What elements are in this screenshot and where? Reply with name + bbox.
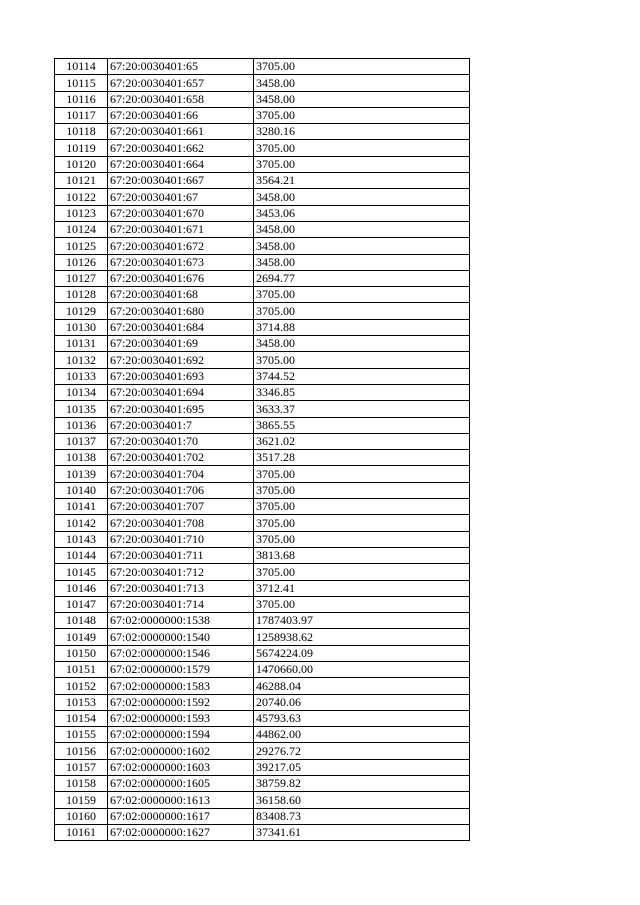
cadastral-number-cell: 67:02:0000000:1579 (108, 661, 254, 677)
value-cell: 1470660.00 (254, 661, 470, 677)
cadastral-number-cell: 67:20:0030401:670 (108, 205, 254, 221)
cadastral-number-cell: 67:20:0030401:693 (108, 368, 254, 384)
table-row (55, 173, 470, 189)
row-number-cell: 10138 (55, 450, 108, 466)
value-cell: 37341.61 (254, 824, 470, 840)
row-number-cell: 10126 (55, 254, 108, 270)
row-number-cell: 10152 (55, 678, 108, 694)
cadastral-number-cell: 67:02:0000000:1594 (108, 727, 254, 743)
cadastral-number-cell: 67:20:0030401:713 (108, 580, 254, 596)
table-row (55, 270, 470, 286)
table-row (55, 759, 470, 775)
cadastral-number-cell: 67:20:0030401:712 (108, 564, 254, 580)
table-row (55, 743, 470, 759)
cadastral-number-cell: 67:02:0000000:1613 (108, 792, 254, 808)
table-row (55, 824, 470, 840)
value-cell: 44862.00 (254, 727, 470, 743)
table-row (55, 450, 470, 466)
document-page (54, 58, 470, 841)
table-row (55, 645, 470, 661)
row-number-cell: 10148 (55, 613, 108, 629)
table-row (55, 352, 470, 368)
value-cell: 3705.00 (254, 352, 470, 368)
value-cell: 1258938.62 (254, 629, 470, 645)
row-number-cell: 10136 (55, 417, 108, 433)
cadastral-number-cell: 67:20:0030401:68 (108, 287, 254, 303)
value-cell: 83408.73 (254, 808, 470, 824)
value-cell: 46288.04 (254, 678, 470, 694)
value-cell: 3705.00 (254, 287, 470, 303)
row-number-cell: 10115 (55, 75, 108, 91)
table-row (55, 107, 470, 123)
row-number-cell: 10140 (55, 482, 108, 498)
table-row (55, 466, 470, 482)
row-number-cell: 10132 (55, 352, 108, 368)
cadastral-number-cell: 67:20:0030401:667 (108, 173, 254, 189)
cadastral-number-cell: 67:20:0030401:680 (108, 303, 254, 319)
cadastral-number-cell: 67:20:0030401:672 (108, 238, 254, 254)
cadastral-number-cell: 67:20:0030401:706 (108, 482, 254, 498)
value-cell: 3458.00 (254, 189, 470, 205)
value-cell: 3705.00 (254, 596, 470, 612)
table-row (55, 287, 470, 303)
row-number-cell: 10147 (55, 596, 108, 612)
table-row (55, 368, 470, 384)
value-cell: 3705.00 (254, 564, 470, 580)
row-number-cell: 10130 (55, 319, 108, 335)
row-number-cell: 10141 (55, 499, 108, 515)
table-row (55, 336, 470, 352)
cadastral-number-cell: 67:20:0030401:673 (108, 254, 254, 270)
cadastral-number-cell: 67:20:0030401:658 (108, 91, 254, 107)
table-row (55, 482, 470, 498)
table-row (55, 189, 470, 205)
value-cell: 3705.00 (254, 140, 470, 156)
table-row (55, 205, 470, 221)
table-row (55, 254, 470, 270)
row-number-cell: 10160 (55, 808, 108, 824)
value-cell: 1787403.97 (254, 613, 470, 629)
value-cell: 29276.72 (254, 743, 470, 759)
table-row (55, 417, 470, 433)
table-row (55, 515, 470, 531)
value-cell: 3813.68 (254, 547, 470, 563)
cadastral-number-cell: 67:02:0000000:1592 (108, 694, 254, 710)
cadastral-number-cell: 67:20:0030401:676 (108, 270, 254, 286)
cadastral-number-cell: 67:20:0030401:657 (108, 75, 254, 91)
table-row (55, 808, 470, 824)
value-cell: 3458.00 (254, 336, 470, 352)
value-cell: 3346.85 (254, 384, 470, 400)
cadastral-number-cell: 67:20:0030401:67 (108, 189, 254, 205)
row-number-cell: 10161 (55, 824, 108, 840)
table-row (55, 124, 470, 140)
row-number-cell: 10124 (55, 221, 108, 237)
cadastral-number-cell: 67:20:0030401:708 (108, 515, 254, 531)
value-cell: 3705.00 (254, 107, 470, 123)
table-row (55, 694, 470, 710)
table-row (55, 401, 470, 417)
cadastral-number-cell: 67:02:0000000:1593 (108, 710, 254, 726)
table-row (55, 629, 470, 645)
table-row (55, 303, 470, 319)
row-number-cell: 10120 (55, 156, 108, 172)
value-cell: 3705.00 (254, 156, 470, 172)
row-number-cell: 10131 (55, 336, 108, 352)
value-cell: 20740.06 (254, 694, 470, 710)
row-number-cell: 10139 (55, 466, 108, 482)
cadastral-number-cell: 67:20:0030401:671 (108, 221, 254, 237)
table-body (55, 59, 470, 841)
row-number-cell: 10146 (55, 580, 108, 596)
table-row (55, 580, 470, 596)
table-row (55, 238, 470, 254)
row-number-cell: 10154 (55, 710, 108, 726)
row-number-cell: 10150 (55, 645, 108, 661)
row-number-cell: 10151 (55, 661, 108, 677)
value-cell: 39217.05 (254, 759, 470, 775)
row-number-cell: 10149 (55, 629, 108, 645)
table-row (55, 596, 470, 612)
table-row (55, 75, 470, 91)
row-number-cell: 10156 (55, 743, 108, 759)
data-table (54, 58, 470, 841)
cadastral-number-cell: 67:20:0030401:69 (108, 336, 254, 352)
table-row (55, 678, 470, 694)
value-cell: 3865.55 (254, 417, 470, 433)
value-cell: 3453.06 (254, 205, 470, 221)
cadastral-number-cell: 67:20:0030401:694 (108, 384, 254, 400)
row-number-cell: 10159 (55, 792, 108, 808)
table-row (55, 221, 470, 237)
table-row (55, 59, 470, 75)
cadastral-number-cell: 67:02:0000000:1540 (108, 629, 254, 645)
table-row (55, 710, 470, 726)
value-cell: 3633.37 (254, 401, 470, 417)
cadastral-number-cell: 67:20:0030401:714 (108, 596, 254, 612)
table-row (55, 792, 470, 808)
value-cell: 3458.00 (254, 75, 470, 91)
cadastral-number-cell: 67:02:0000000:1605 (108, 776, 254, 792)
value-cell: 3458.00 (254, 238, 470, 254)
row-number-cell: 10119 (55, 140, 108, 156)
row-number-cell: 10134 (55, 384, 108, 400)
value-cell: 3280.16 (254, 124, 470, 140)
value-cell: 2694.77 (254, 270, 470, 286)
row-number-cell: 10118 (55, 124, 108, 140)
cadastral-number-cell: 67:20:0030401:70 (108, 433, 254, 449)
value-cell: 38759.82 (254, 776, 470, 792)
value-cell: 3705.00 (254, 59, 470, 75)
value-cell: 3564.21 (254, 173, 470, 189)
cadastral-number-cell: 67:20:0030401:695 (108, 401, 254, 417)
cadastral-number-cell: 67:20:0030401:66 (108, 107, 254, 123)
row-number-cell: 10125 (55, 238, 108, 254)
row-number-cell: 10129 (55, 303, 108, 319)
cadastral-number-cell: 67:02:0000000:1603 (108, 759, 254, 775)
row-number-cell: 10128 (55, 287, 108, 303)
value-cell: 3705.00 (254, 466, 470, 482)
cadastral-number-cell: 67:20:0030401:702 (108, 450, 254, 466)
table-row (55, 613, 470, 629)
value-cell: 3621.02 (254, 433, 470, 449)
cadastral-number-cell: 67:02:0000000:1617 (108, 808, 254, 824)
cadastral-number-cell: 67:02:0000000:1602 (108, 743, 254, 759)
cadastral-number-cell: 67:20:0030401:7 (108, 417, 254, 433)
row-number-cell: 10145 (55, 564, 108, 580)
row-number-cell: 10122 (55, 189, 108, 205)
row-number-cell: 10123 (55, 205, 108, 221)
cadastral-number-cell: 67:20:0030401:707 (108, 499, 254, 515)
value-cell: 3705.00 (254, 303, 470, 319)
cadastral-number-cell: 67:02:0000000:1627 (108, 824, 254, 840)
value-cell: 3458.00 (254, 91, 470, 107)
row-number-cell: 10121 (55, 173, 108, 189)
table-row (55, 319, 470, 335)
value-cell: 3458.00 (254, 254, 470, 270)
table-row (55, 91, 470, 107)
table-row (55, 776, 470, 792)
row-number-cell: 10143 (55, 531, 108, 547)
value-cell: 3705.00 (254, 515, 470, 531)
row-number-cell: 10116 (55, 91, 108, 107)
value-cell: 3744.52 (254, 368, 470, 384)
table-row (55, 156, 470, 172)
cadastral-number-cell: 67:20:0030401:664 (108, 156, 254, 172)
cadastral-number-cell: 67:20:0030401:661 (108, 124, 254, 140)
value-cell: 3712.41 (254, 580, 470, 596)
table-row (55, 547, 470, 563)
table-row (55, 140, 470, 156)
value-cell: 45793.63 (254, 710, 470, 726)
cadastral-number-cell: 67:02:0000000:1546 (108, 645, 254, 661)
value-cell: 3714.88 (254, 319, 470, 335)
row-number-cell: 10135 (55, 401, 108, 417)
cadastral-number-cell: 67:20:0030401:684 (108, 319, 254, 335)
cadastral-number-cell: 67:20:0030401:662 (108, 140, 254, 156)
value-cell: 3705.00 (254, 499, 470, 515)
cadastral-number-cell: 67:20:0030401:65 (108, 59, 254, 75)
table-row (55, 384, 470, 400)
cadastral-number-cell: 67:20:0030401:710 (108, 531, 254, 547)
row-number-cell: 10117 (55, 107, 108, 123)
cadastral-number-cell: 67:02:0000000:1538 (108, 613, 254, 629)
cadastral-number-cell: 67:20:0030401:692 (108, 352, 254, 368)
row-number-cell: 10142 (55, 515, 108, 531)
value-cell: 5674224.09 (254, 645, 470, 661)
value-cell: 3705.00 (254, 482, 470, 498)
table-row (55, 564, 470, 580)
table-row (55, 661, 470, 677)
value-cell: 3705.00 (254, 531, 470, 547)
row-number-cell: 10144 (55, 547, 108, 563)
table-row (55, 433, 470, 449)
cadastral-number-cell: 67:02:0000000:1583 (108, 678, 254, 694)
row-number-cell: 10158 (55, 776, 108, 792)
row-number-cell: 10155 (55, 727, 108, 743)
row-number-cell: 10153 (55, 694, 108, 710)
table-row (55, 499, 470, 515)
cadastral-number-cell: 67:20:0030401:711 (108, 547, 254, 563)
row-number-cell: 10157 (55, 759, 108, 775)
table-row (55, 531, 470, 547)
row-number-cell: 10133 (55, 368, 108, 384)
row-number-cell: 10137 (55, 433, 108, 449)
value-cell: 3458.00 (254, 221, 470, 237)
cadastral-number-cell: 67:20:0030401:704 (108, 466, 254, 482)
row-number-cell: 10114 (55, 59, 108, 75)
row-number-cell: 10127 (55, 270, 108, 286)
value-cell: 3517.28 (254, 450, 470, 466)
table-row (55, 727, 470, 743)
value-cell: 36158.60 (254, 792, 470, 808)
